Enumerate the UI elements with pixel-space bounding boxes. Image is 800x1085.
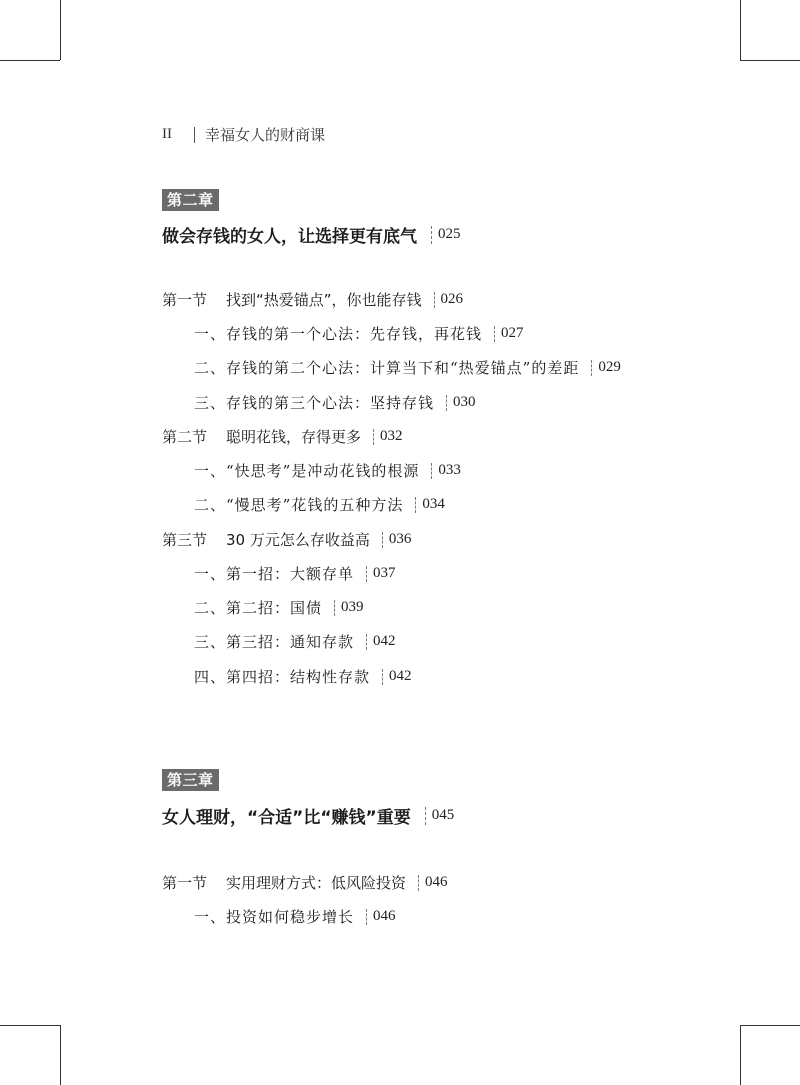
section-label: 第二节 <box>162 428 208 446</box>
toc-item-entry[interactable] <box>194 631 396 652</box>
item-title: 一、第一招：大额存单 <box>194 565 355 583</box>
item-page-number: 046 <box>373 908 396 924</box>
item-page-number: 042 <box>373 633 396 649</box>
toc-item-entry[interactable] <box>194 906 396 927</box>
crop-mark <box>0 1025 60 1026</box>
section-label: 第一节 <box>162 874 208 892</box>
item-title: 四、第四招：结构性存款 <box>194 668 371 686</box>
toc-item-entry[interactable] <box>194 323 524 344</box>
dotted-separator <box>434 292 435 308</box>
item-title: 二、第二招：国债 <box>194 599 323 617</box>
section-page-number: 036 <box>388 531 412 547</box>
dotted-separator <box>431 463 432 479</box>
toc-item-entry[interactable] <box>194 460 461 481</box>
chapter-page-number: 045 <box>431 807 455 823</box>
header-page-number: II <box>162 126 172 142</box>
crop-mark <box>740 1025 800 1026</box>
chapter-title[interactable] <box>162 222 461 247</box>
dotted-separator <box>431 226 432 244</box>
dotted-separator <box>334 600 335 616</box>
section-title: 实用理财方式：低风险投资 <box>226 874 407 892</box>
toc-section-entry[interactable] <box>162 426 403 447</box>
item-title: 一、投资如何稳步增长 <box>194 908 355 926</box>
toc-section-entry[interactable] <box>162 529 411 550</box>
item-title: 三、存钱的第三个心法：坚持存钱 <box>194 394 435 412</box>
crop-mark <box>60 1025 61 1085</box>
section-page-number: 046 <box>425 874 448 890</box>
dotted-separator <box>366 634 367 650</box>
item-title: 一、“快思考”是冲动花钱的根源 <box>194 462 420 480</box>
dotted-separator <box>494 326 495 342</box>
item-page-number: 029 <box>598 359 621 375</box>
toc-item-entry[interactable] <box>194 392 476 413</box>
crop-mark <box>740 60 800 61</box>
dotted-separator <box>382 669 383 685</box>
chapter-page-number: 025 <box>438 226 461 242</box>
dotted-separator <box>418 875 419 891</box>
dotted-separator <box>366 909 367 925</box>
item-title: 一、存钱的第一个心法：先存钱，再花钱 <box>194 325 483 343</box>
dotted-separator <box>366 566 367 582</box>
crop-mark <box>0 60 60 61</box>
toc-section-entry[interactable] <box>162 872 448 893</box>
header-divider <box>194 127 195 143</box>
item-page-number: 033 <box>438 462 461 478</box>
section-label: 第一节 <box>162 291 208 309</box>
item-page-number: 030 <box>453 394 476 410</box>
dotted-separator <box>446 395 447 411</box>
chapter-badge: 第二章 <box>162 189 219 211</box>
toc-item-entry[interactable] <box>194 666 412 687</box>
toc-item-entry[interactable] <box>194 494 445 515</box>
chapter-badge: 第三章 <box>162 769 219 791</box>
section-title: 30 万元怎么存收益高 <box>226 531 370 549</box>
item-page-number: 037 <box>373 565 396 581</box>
dotted-separator <box>591 360 592 376</box>
item-title: 二、存钱的第二个心法：计算当下和“热爱锚点”的差距 <box>194 359 580 377</box>
dotted-separator <box>382 532 383 548</box>
dotted-separator <box>415 497 416 513</box>
crop-mark <box>740 0 741 60</box>
section-page-number: 026 <box>440 291 464 307</box>
item-page-number: 027 <box>501 325 524 341</box>
chapter-title-text: 做会存钱的女人，让选择更有底气 <box>162 227 417 247</box>
item-page-number: 042 <box>389 668 412 684</box>
section-label: 第三节 <box>162 531 208 549</box>
chapter-title-text: 女人理财，“合适”比“赚钱”重要 <box>162 808 411 828</box>
item-title: 二、“慢思考”花钱的五种方法 <box>194 496 404 514</box>
item-page-number: 034 <box>422 496 445 512</box>
toc-item-entry[interactable] <box>194 597 364 618</box>
toc-section-entry[interactable] <box>162 289 463 310</box>
section-title: 找到“热爱锚点”，你也能存钱 <box>226 291 422 309</box>
crop-mark <box>60 0 61 60</box>
item-title: 三、第三招：通知存款 <box>194 633 355 651</box>
toc-item-entry[interactable] <box>194 563 396 584</box>
item-page-number: 039 <box>341 599 364 615</box>
section-page-number: 032 <box>380 428 403 444</box>
dotted-separator <box>373 429 374 445</box>
chapter-title[interactable] <box>162 803 454 828</box>
running-header <box>162 124 325 145</box>
dotted-separator <box>425 807 426 825</box>
header-book-title: 幸福女人的财商课 <box>205 126 326 144</box>
section-title: 聪明花钱，存得更多 <box>226 428 362 446</box>
crop-mark <box>740 1025 741 1085</box>
toc-item-entry[interactable] <box>194 357 621 378</box>
